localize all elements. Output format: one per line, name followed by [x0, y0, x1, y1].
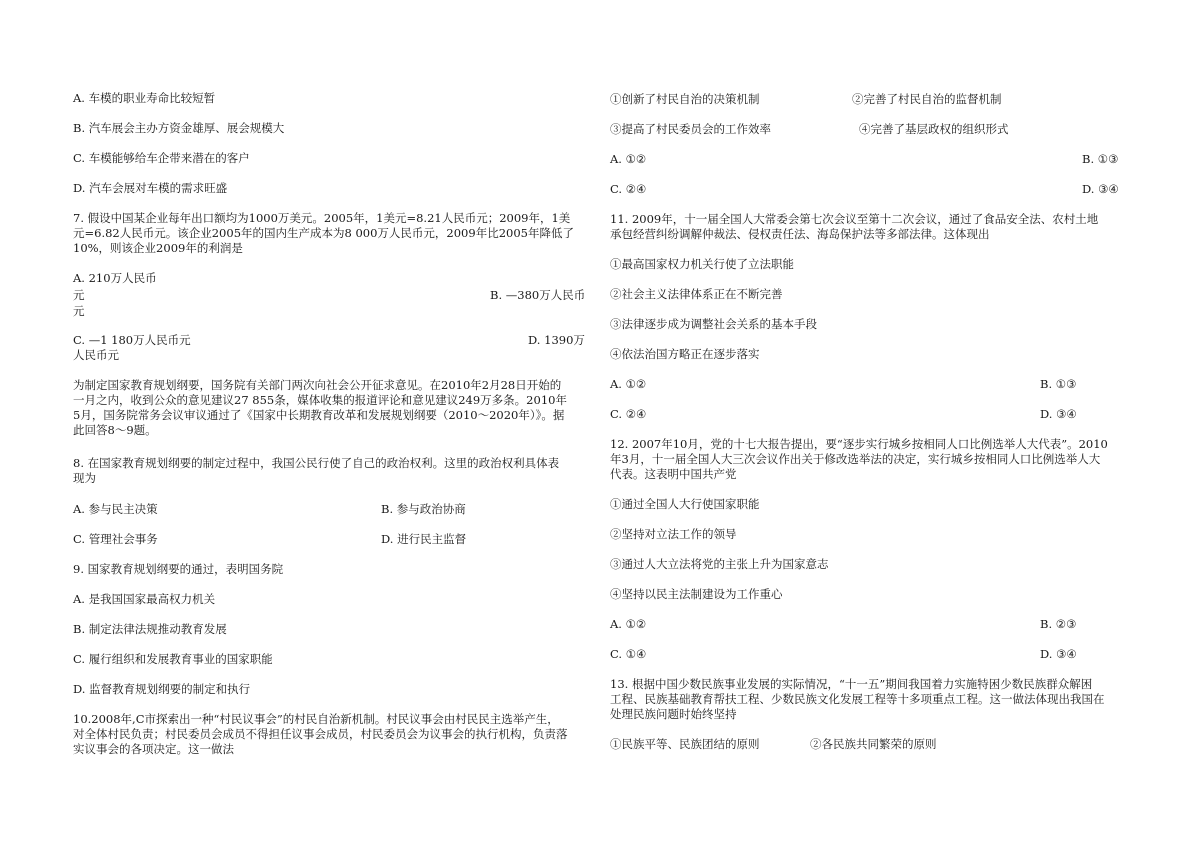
question-8-stem-line: 现为 — [73, 471, 96, 485]
material-line: 此回答8～9题。 — [73, 423, 157, 437]
question-7-stem-line: 10%，则该企业2009年的利润是 — [73, 241, 243, 255]
question-10-option-b: B. ①③ — [1082, 152, 1119, 166]
question-12-stem-line: 12. 2007年10月，党的十七大报告提出，要“逐步实行城乡按相同人口比例选举人大代表”。2010 — [610, 437, 1108, 451]
question-13-item: ②各民族共同繁荣的原则 — [810, 737, 937, 751]
question-10-item: ④完善了基层政权的组织形式 — [859, 122, 1009, 136]
question-10-item: ①创新了村民自治的决策机制 — [610, 92, 760, 106]
material-line: 5月，国务院常务会议审议通过了《国家中长期教育改革和发展规划纲要（2010～2020年）》。据 — [73, 408, 565, 422]
question-10-item: ③提高了村民委员会的工作效率 — [610, 122, 771, 136]
option-b: B. 汽车展会主办方资金雄厚、展会规模大 — [73, 121, 285, 135]
question-7-option-c: C. —1 180万人民币元 — [73, 333, 191, 347]
question-10-option-c: C. ②④ — [610, 182, 647, 196]
question-7-stem-line: 元=6.82人民币元。该企业2005年的国内生产成本为8 000万人民币元，2009年比2005年降低了 — [73, 226, 574, 240]
question-10-stem-line: 对全体村民负责；村民委员会成员不得担任议事会成员，村民委员会为议事会的执行机构，负责落 — [73, 727, 568, 741]
question-11-option-b: B. ①③ — [1040, 377, 1077, 391]
question-11-option-a: A. ①② — [610, 377, 647, 391]
option-c: C. 车模能够给车企带来潜在的客户 — [73, 151, 250, 165]
question-8-option-a: A. 参与民主决策 — [73, 502, 158, 516]
question-12-item: ④坚持以民主法制建设为工作重心 — [610, 587, 783, 601]
question-9-stem: 9. 国家教育规划纲要的通过，表明国务院 — [73, 562, 284, 576]
question-11-item: ④依法治国方略正在逐步落实 — [610, 347, 760, 361]
question-11-option-c: C. ②④ — [610, 407, 647, 421]
option-a: A. 车模的职业寿命比较短暂 — [73, 91, 216, 105]
question-7-option-d-cont: 人民币元 — [73, 348, 119, 362]
question-7-option-a-cont: 元 — [73, 304, 85, 318]
question-13-stem-line: 处理民族问题时始终坚持 — [610, 707, 737, 721]
question-12-item: ③通过人大立法将党的主张上升为国家意志 — [610, 557, 829, 571]
option-d: D. 汽车会展对车模的需求旺盛 — [73, 181, 228, 195]
question-12-stem-line: 年3月，十一届全国人大三次会议作出关于修改选举法的决定，实行城乡按相同人口比例选举人大 — [610, 452, 1101, 466]
question-11-option-d: D. ③④ — [1040, 407, 1077, 421]
question-7-option-a: A. 210万人民币 — [73, 271, 157, 285]
question-10-stem-line: 实议事会的各项决定。这一做法 — [73, 742, 234, 756]
question-12-item: ②坚持对立法工作的领导 — [610, 527, 737, 541]
question-9-option-c: C. 履行组织和发展教育事业的国家职能 — [73, 652, 273, 666]
question-7-stem-line: 7. 假设中国某企业每年出口额均为1000万美元。2005年，1美元=8.21人民币元；2009年，1美 — [73, 211, 571, 225]
question-10-item: ②完善了村民自治的监督机制 — [852, 92, 1002, 106]
question-12-option-b: B. ②③ — [1040, 617, 1077, 631]
material-line: 一月之内，收到公众的意见建议27 855条，媒体收集的报道评论和意见建议249万多条。2010年 — [73, 393, 567, 407]
material-line: 为制定国家教育规划纲要，国务院有关部门两次向社会公开征求意见。在2010年2月28日开始的 — [73, 378, 562, 392]
question-12-option-a: A. ①② — [610, 617, 647, 631]
question-13-stem-line: 工程、民族基础教育帮扶工程、少数民族文化发展工程等十多项重点工程。这一做法体现出我国在 — [610, 692, 1105, 706]
question-8-stem-line: 8. 在国家教育规划纲要的制定过程中，我国公民行使了自己的政治权利。这里的政治权利具体表 — [73, 456, 560, 470]
question-11-stem-line: 承包经营纠纷调解仲裁法、侵权责任法、海岛保护法等多部法律。这体现出 — [610, 227, 990, 241]
question-13-item: ①民族平等、民族团结的原则 — [610, 737, 760, 751]
question-11-item: ③法律逐步成为调整社会关系的基本手段 — [610, 317, 817, 331]
question-12-option-d: D. ③④ — [1040, 647, 1077, 661]
question-7-option-d: D. 1390万 — [528, 333, 585, 347]
question-8-option-d: D. 进行民主监督 — [381, 532, 467, 546]
question-11-stem-line: 11. 2009年，十一届全国人大常委会第七次会议至第十二次会议，通过了食品安全法、农村土地 — [610, 212, 1099, 226]
question-10-stem-line: 10.2008年,C市探索出一种“村民议事会”的村民自治新机制。村民议事会由村民民主选举产生， — [73, 712, 559, 726]
question-13-stem-line: 13. 根据中国少数民族事业发展的实际情况，“十一五”期间我国着力实施特困少数民族群众解困 — [610, 677, 1093, 691]
question-12-option-c: C. ①④ — [610, 647, 647, 661]
question-11-item: ①最高国家权力机关行使了立法职能 — [610, 257, 794, 271]
question-7-option-a-cont: 元 — [73, 288, 85, 302]
question-9-option-d: D. 监督教育规划纲要的制定和执行 — [73, 682, 251, 696]
question-11-item: ②社会主义法律体系正在不断完善 — [610, 287, 783, 301]
question-8-option-b: B. 参与政治协商 — [381, 502, 466, 516]
question-8-option-c: C. 管理社会事务 — [73, 532, 158, 546]
question-9-option-b: B. 制定法律法规推动教育发展 — [73, 622, 227, 636]
question-12-stem-line: 代表。这表明中国共产党 — [610, 467, 737, 481]
question-12-item: ①通过全国人大行使国家职能 — [610, 497, 760, 511]
question-10-option-a: A. ①② — [610, 152, 647, 166]
question-10-option-d: D. ③④ — [1082, 182, 1119, 196]
question-9-option-a: A. 是我国国家最高权力机关 — [73, 592, 216, 606]
question-7-option-b: B. —380万人民币 — [490, 288, 586, 302]
